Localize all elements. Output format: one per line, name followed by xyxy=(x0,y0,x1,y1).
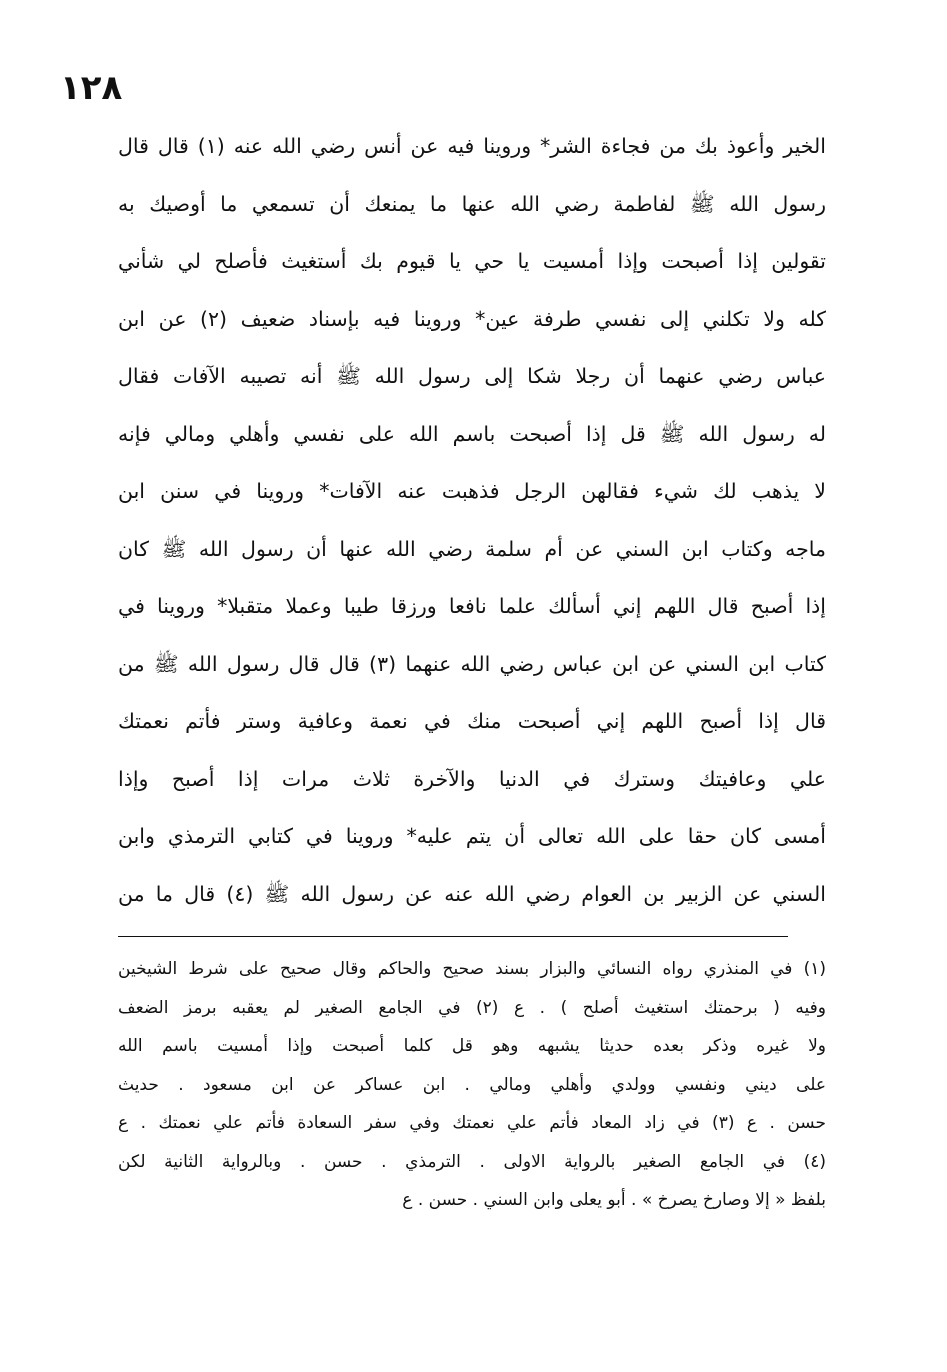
footnote-line: وفيه ( برحمتك استغيث أصلح ) . ع (٢) في الجامع الصغير لم يعقبه برمز الضعف xyxy=(118,997,826,1018)
main-text-line: علي وعافيتك وسترك في الدنيا والآخرة ثلاث مرات إذا أصبح وإذا xyxy=(118,766,826,791)
main-text-line: رسول الله ﷺ لفاطمة رضي الله عنها ما يمنعك أن تسمعي ما أوصيك به xyxy=(118,191,826,216)
main-text-block xyxy=(118,118,826,923)
main-text-line: لا يذهب لك شيء فقالهن الرجل فذهبت عنه الآفات* وروينا في سنن ابن xyxy=(118,479,826,503)
footnote-line: ولا غيره وذكر بعده حديثا يشبهه وهو قل كلما أصبحت وإذا أمسيت باسم الله xyxy=(118,1036,826,1056)
footnote-line: بلفظ « إلا وصارخ يصرخ » . أبو يعلى وابن السني . حسن . ع xyxy=(402,1190,826,1210)
main-text-line: السني عن الزبير بن العوام رضي الله عنه عن رسول الله ﷺ (٤) قال ما من xyxy=(118,881,826,906)
footnote-divider xyxy=(118,936,788,937)
main-text-line: تقولين إذا أصبحت وإذا أمسيت يا حي يا قيوم بك أستغيث فأصلح لي شأني xyxy=(118,249,826,273)
footnote-line: (١) في المنذري رواه النسائي والبزار بسند صحيح والحاكم وقال صحيح على شرط الشيخين xyxy=(118,959,826,979)
main-text-line: قال إذا أصبح اللهم إني أصبحت منك في نعمة وعافية وستر فأتم نعمتك xyxy=(118,709,826,733)
main-text-line: إذا أصبح قال اللهم إني أسألك علما نافعا ورزقا طيبا وعملا متقبلا* وروينا في xyxy=(118,594,826,618)
main-text-line: كتاب ابن السني عن ابن عباس رضي الله عنهما (٣) قال قال رسول الله ﷺ من xyxy=(118,651,826,676)
main-text-line: أمسى كان حقا على الله تعالى أن يتم عليه* وروينا في كتابي الترمذي وابن xyxy=(118,824,826,848)
footnote-line: حسن . ع (٣) في زاد المعاد فأتم علي نعمتك وفي سفر السعادة فأتم علي نعمتك . ع xyxy=(118,1113,826,1133)
main-text-line: ماجه وكتاب ابن السني عن أم سلمة رضي الله عنها أن رسول الله ﷺ كان xyxy=(118,536,826,561)
footnote-line: على ديني ونفسي وولدي وأهلي ومالي . ابن عساكر عن ابن مسعود . حديث xyxy=(118,1074,826,1095)
page-number: ١٢٨ xyxy=(60,68,123,108)
footnotes-block xyxy=(118,950,826,1220)
main-text-line: له رسول الله ﷺ قل إذا أصبحت باسم الله على نفسي وأهلي ومالي فإنه xyxy=(118,421,826,446)
main-text-line: كله ولا تكلني إلى نفسي طرفة عين* وروينا فيه بإسناد ضعيف (٢) عن ابن xyxy=(118,306,826,331)
main-text-line: عباس رضي عنهما أن رجلا شكا إلى رسول الله ﷺ أنه تصيبه الآفات فقال xyxy=(118,364,826,388)
main-text-line: الخير وأعوذ بك من فجاءة الشر* وروينا فيه عن أنس رضي الله عنه (١) قال قال xyxy=(118,134,826,158)
footnote-line: (٤) في الجامع الصغير بالرواية الاولى . الترمذي . حسن . وبالرواية الثانية لكن xyxy=(118,1151,826,1172)
